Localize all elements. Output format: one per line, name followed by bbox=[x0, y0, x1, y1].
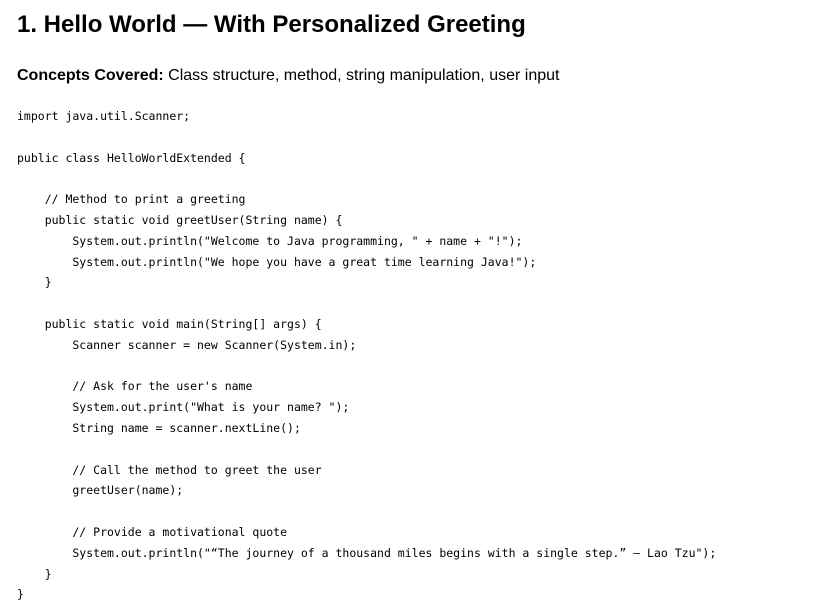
code-line: } bbox=[17, 566, 52, 581]
code-line: public class HelloWorldExtended { bbox=[17, 150, 246, 165]
code-line: // Provide a motivational quote bbox=[17, 524, 288, 539]
code-line: System.out.print("What is your name? "); bbox=[17, 400, 350, 415]
code-line bbox=[17, 168, 716, 189]
code-line: public static void main(String[] args) { bbox=[17, 316, 322, 331]
code-line: Scanner scanner = new Scanner(System.in); bbox=[17, 337, 357, 352]
code-line: // Ask for the user's name bbox=[17, 379, 253, 394]
section-title: 1. Hello World — With Personalized Greeting bbox=[17, 11, 526, 38]
code-line: greetUser(name); bbox=[17, 483, 184, 498]
concepts-covered bbox=[17, 66, 559, 86]
code-line: System.out.println("Welcome to Java programming, " + name + "!"); bbox=[17, 233, 523, 248]
code-line bbox=[17, 439, 716, 460]
code-line bbox=[17, 127, 716, 148]
code-line: String name = scanner.nextLine(); bbox=[17, 420, 301, 435]
code-line: } bbox=[17, 587, 24, 602]
code-line: System.out.println("We hope you have a great time learning Java!"); bbox=[17, 254, 537, 269]
code-line: } bbox=[17, 275, 52, 290]
concepts-label: Concepts Covered: bbox=[17, 67, 164, 84]
code-line: System.out.println("“The journey of a thousand miles begins with a single step.” – Lao Tzu"); bbox=[17, 545, 717, 560]
code-block bbox=[17, 106, 716, 605]
code-line bbox=[17, 501, 716, 522]
code-line: // Method to print a greeting bbox=[17, 192, 246, 207]
code-line: import java.util.Scanner; bbox=[17, 109, 191, 123]
code-line bbox=[17, 356, 716, 377]
code-line: public static void greetUser(String name) { bbox=[17, 212, 343, 227]
code-line: // Call the method to greet the user bbox=[17, 462, 322, 477]
concepts-text: Class structure, method, string manipulation, user input bbox=[168, 67, 560, 84]
code-line bbox=[17, 293, 716, 314]
